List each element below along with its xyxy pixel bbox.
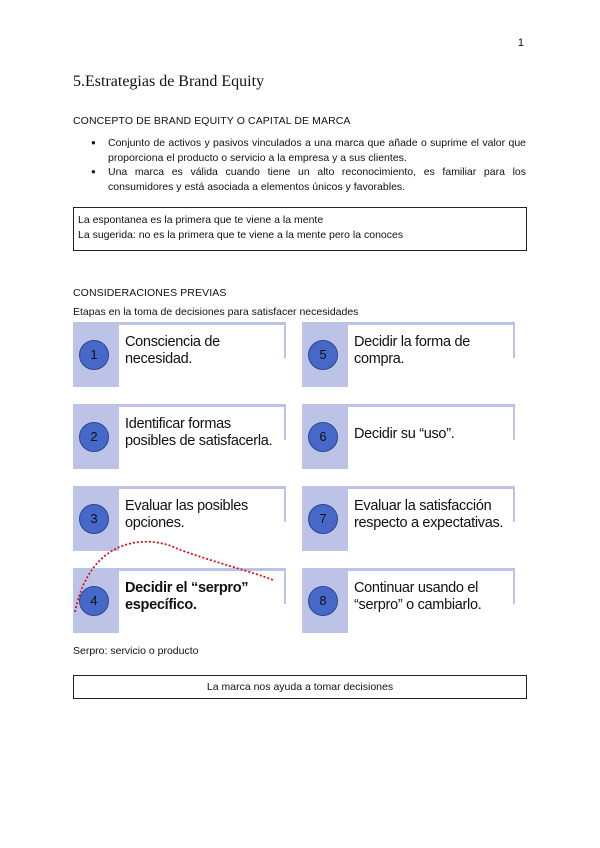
stage-number: 2 <box>79 422 109 452</box>
stage-number: 7 <box>308 504 338 534</box>
recognition-suggested: La sugerida: no es la primera que te viene a la mente pero la conoces <box>78 229 404 241</box>
stage-label: Decidir su “uso”. <box>354 426 455 442</box>
concept-bullet: ● Una marca es válida cuando tiene un alto reconocimiento, es familiar para los consumidores y está asociada a elementos únicos y favorables. <box>91 165 526 194</box>
stage-label: Continuar usando el “serpro” o cambiarlo. <box>354 580 482 613</box>
section-title: 5.Estrategias de Brand Equity <box>73 73 265 90</box>
stage-number: 1 <box>79 340 109 370</box>
stage-number: 8 <box>308 586 338 616</box>
highlight-curve <box>73 322 517 640</box>
page-number: 1 <box>517 37 524 49</box>
summary-box: La marca nos ayuda a tomar decisiones <box>73 675 527 699</box>
stage-label: Decidir la forma de compra. <box>354 334 470 367</box>
stage-number: 4 <box>79 586 109 616</box>
stage-label: Evaluar la satisfacción respecto a expectativas. <box>354 498 504 531</box>
stage-label: Decidir el “serpro” específico. <box>125 580 249 613</box>
considerations-heading: CONSIDERACIONES PREVIAS <box>73 287 227 299</box>
recognition-spontaneous: La espontanea es la primera que te viene a la mente <box>78 214 324 226</box>
concept-bullet-list <box>91 136 526 194</box>
concept-bullet: ● Conjunto de activos y pasivos vinculados a una marca que añade o suprime el valor que proporciona el producto o servicio a la empresa y a sus clientes. <box>91 136 526 165</box>
decision-stages-diagram <box>73 322 517 640</box>
stage-label: Evaluar las posibles opciones. <box>125 498 248 531</box>
stage-number: 5 <box>308 340 338 370</box>
stage-label: Consciencia de necesidad. <box>125 334 220 367</box>
stage-label: Identificar formas posibles de satisfacerla. <box>125 416 273 449</box>
stage-number: 3 <box>79 504 109 534</box>
serpro-note: Serpro: servicio o producto <box>73 645 199 657</box>
considerations-subheading: Etapas en la toma de decisiones para satisfacer necesidades <box>73 306 359 318</box>
stage-number: 6 <box>308 422 338 452</box>
concept-heading: CONCEPTO DE BRAND EQUITY O CAPITAL DE MARCA <box>73 115 351 127</box>
recognition-box <box>73 207 527 251</box>
